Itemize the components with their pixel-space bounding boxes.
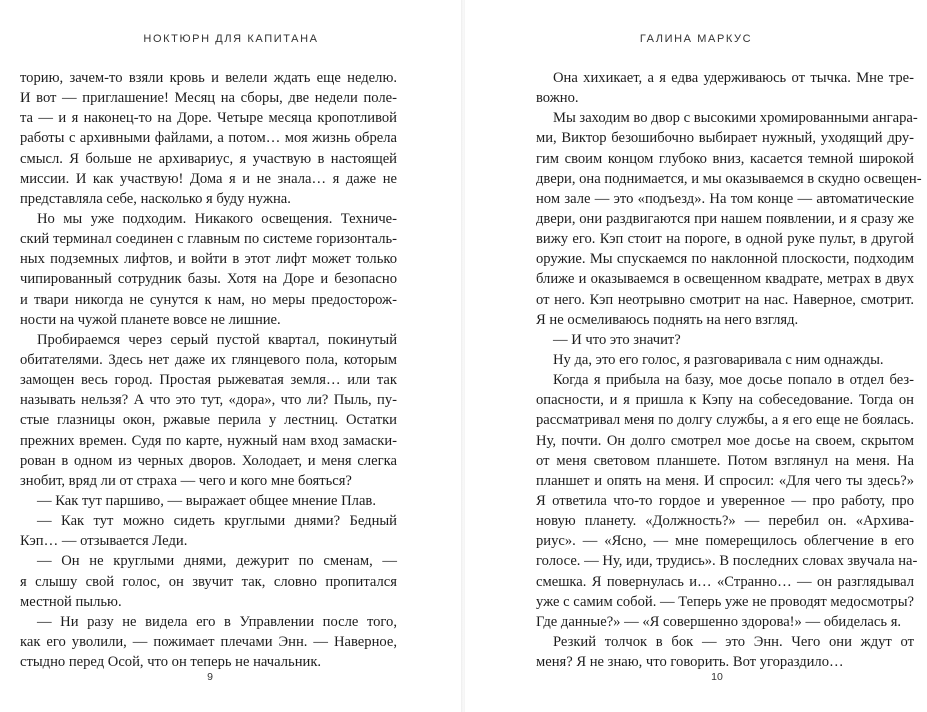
- text-line: ных подземных лифтов, и войти в этот лифт может только: [20, 251, 397, 268]
- text-line: представляла себе, насколько я буду нужна.: [20, 190, 291, 207]
- text-line: Кэп… — отзывается Леди.: [20, 533, 188, 550]
- text-line: Пробираемся через серый пустой квартал, покинутый: [37, 331, 397, 348]
- text-line: Я не осмеливаюсь поднять на него взгляд.: [536, 311, 799, 328]
- text-line: от меня световом планшете. Потом взглянул на меня. На: [536, 452, 914, 469]
- text-line: та — и я наконец-то на Доре. Четыре месяца кропотливой: [20, 110, 397, 127]
- text-line: Ну да, это его голос, я разговаривала с ним однажды.: [553, 351, 884, 368]
- text-line: ности на чужой планете вовсе не лишние.: [20, 311, 281, 328]
- running-header-left: НОКТЮРН ДЛЯ КАПИТАНА: [143, 33, 319, 45]
- text-line: Мы заходим во двор с высокими хромированными ангара-: [553, 110, 918, 127]
- text-line: знобит, вряд ли от страха — чего и кого мне бояться?: [20, 472, 352, 489]
- text-line: миссии. И как участвую! Дома я и не знала… я даже не: [20, 170, 397, 187]
- text-line: чипированный сотрудник базы. Хотя на Доре и безопасно: [20, 271, 397, 288]
- running-header-right: ГАЛИНА МАРКУС: [639, 33, 753, 45]
- text-line: И вот — приглашение! Месяц на сборы, две недели поле-: [20, 90, 397, 107]
- text-line: замощен весь город. Простая рыжеватая земля… или так: [20, 372, 397, 389]
- text-line: местной пылью.: [20, 593, 122, 610]
- text-line: стыдно перед Осой, что он теперь не начальник.: [20, 654, 322, 671]
- text-line: называть нельзя? А что это тут, «дора», что ли? Пыль, пу-: [20, 392, 397, 409]
- text-line: вижу его. Кэп стоит на пороге, в одной руке пульт, в другой: [536, 231, 914, 248]
- text-line: — Ни разу не видела его в Управлении после того,: [37, 613, 397, 630]
- text-line: — Он не круглыми днями, дежурит по сменам, —: [37, 553, 397, 570]
- text-line: гим своим концом глубоко вниз, касается темной широкой: [536, 150, 914, 167]
- text-line: смешка. Я повернулась и… «Странно… — он разглядывал: [536, 573, 914, 590]
- text-line: двери, она поднимается, и мы оказываемся в скудно освещен-: [536, 170, 922, 187]
- text-line: уже с самим собой. — Теперь уже не проводят медосмотры?: [536, 593, 914, 610]
- text-line: оружие. Мы спускаемся по наклонной плоскости, подходим: [536, 251, 914, 268]
- text-line: Резкий толчок в бок — это Энн. Чего они ждут от: [553, 633, 914, 650]
- page-number-right: 10: [711, 671, 723, 683]
- left-page: [0, 0, 462, 712]
- text-line: — И что это значит?: [553, 331, 681, 348]
- text-line: ном зале — это «подъезд». На том конце — автоматические: [536, 190, 914, 207]
- right-page-text: [536, 68, 922, 672]
- page-number-left: 9: [207, 671, 213, 683]
- text-line: вожно.: [536, 90, 579, 107]
- text-line: рассматривал меня по долгу службы, а я его еще не боялась.: [536, 412, 914, 429]
- right-page: [465, 0, 927, 712]
- text-line: работы с архивными файлами, а потом… моя жизнь обрела: [20, 130, 397, 147]
- text-line: опасности, и я пришла к Кэпу на собеседование. Тогда он: [536, 392, 914, 409]
- text-line: Ну, почти. Он долго смотрел мое досье на своем, скрытом: [536, 432, 914, 449]
- text-line: Когда я прибыла на базу, мое досье попало в отдел без-: [553, 372, 914, 389]
- text-line: ближе и оказываемся в освещенном квадрате, метрах в двух: [536, 271, 914, 288]
- text-line: как его уволили, — пожимает плечами Энн. — Наверное,: [20, 633, 397, 650]
- text-line: я слышу свой голос, он звучит так, словно пропитался: [20, 573, 397, 590]
- text-line: новую планету. «Должность?» — перебил он. «Архива-: [536, 513, 914, 530]
- text-line: Она хихикает, а я едва удерживаюсь от тычка. Мне тре-: [553, 70, 914, 86]
- text-line: обитателями. Здесь нет даже их глянцевого пола, которым: [20, 351, 397, 368]
- text-line: — Как тут паршиво, — выражает общее мнение Плав.: [37, 492, 376, 509]
- text-line: ский терминал соединен с главным по системе горизонталь-: [20, 231, 397, 248]
- text-line: торию, зачем-то взяли кровь и велели ждать еще неделю.: [20, 70, 397, 86]
- text-line: ми, Виктор безошибочно выбирает нужный, уходящий дру-: [536, 130, 914, 147]
- text-line: стые глазницы окон, ржавые перила у лестниц. Остатки: [20, 412, 397, 429]
- text-line: рован в одном из черных дворов. Холодает, и меня слегка: [20, 452, 397, 469]
- text-line: прежних времен. Судя по карте, нужный нам вход замаски-: [20, 432, 397, 449]
- text-line: меня? Я не знаю, что говорить. Вот угораздило…: [536, 654, 844, 671]
- text-line: — Как тут можно сидеть круглыми днями? Бедный: [37, 513, 397, 530]
- text-line: Но мы уже подходим. Никакого освещения. Техниче-: [37, 210, 397, 227]
- text-line: от него. Кэп неотрывно смотрит на нас. Наверное, смотрит.: [536, 291, 914, 308]
- text-line: и твари никогда не сунутся к нам, но меры предосторож-: [20, 291, 397, 308]
- text-line: голосе. — Ну, иди, трудись». В последних словах звучала на-: [536, 553, 918, 570]
- text-line: риус». — «Ясно, — мне померещилось облегчение в его: [536, 533, 914, 550]
- left-page-text: [20, 68, 397, 672]
- text-line: смысл. Я больше не архивариус, я участвую в настоящей: [20, 150, 397, 167]
- text-line: Где данные?» — «Я совершенно здорова!» — обиделась я.: [536, 613, 902, 630]
- text-line: планшет и опять на меня. И спросил: «Для чего ты здесь?»: [536, 472, 914, 489]
- text-line: Я ответила что-то гордое и уверенное — про работу, про: [536, 492, 914, 509]
- text-line: двери, они раздвигаются при нашем появлении, и я сразу же: [536, 210, 914, 227]
